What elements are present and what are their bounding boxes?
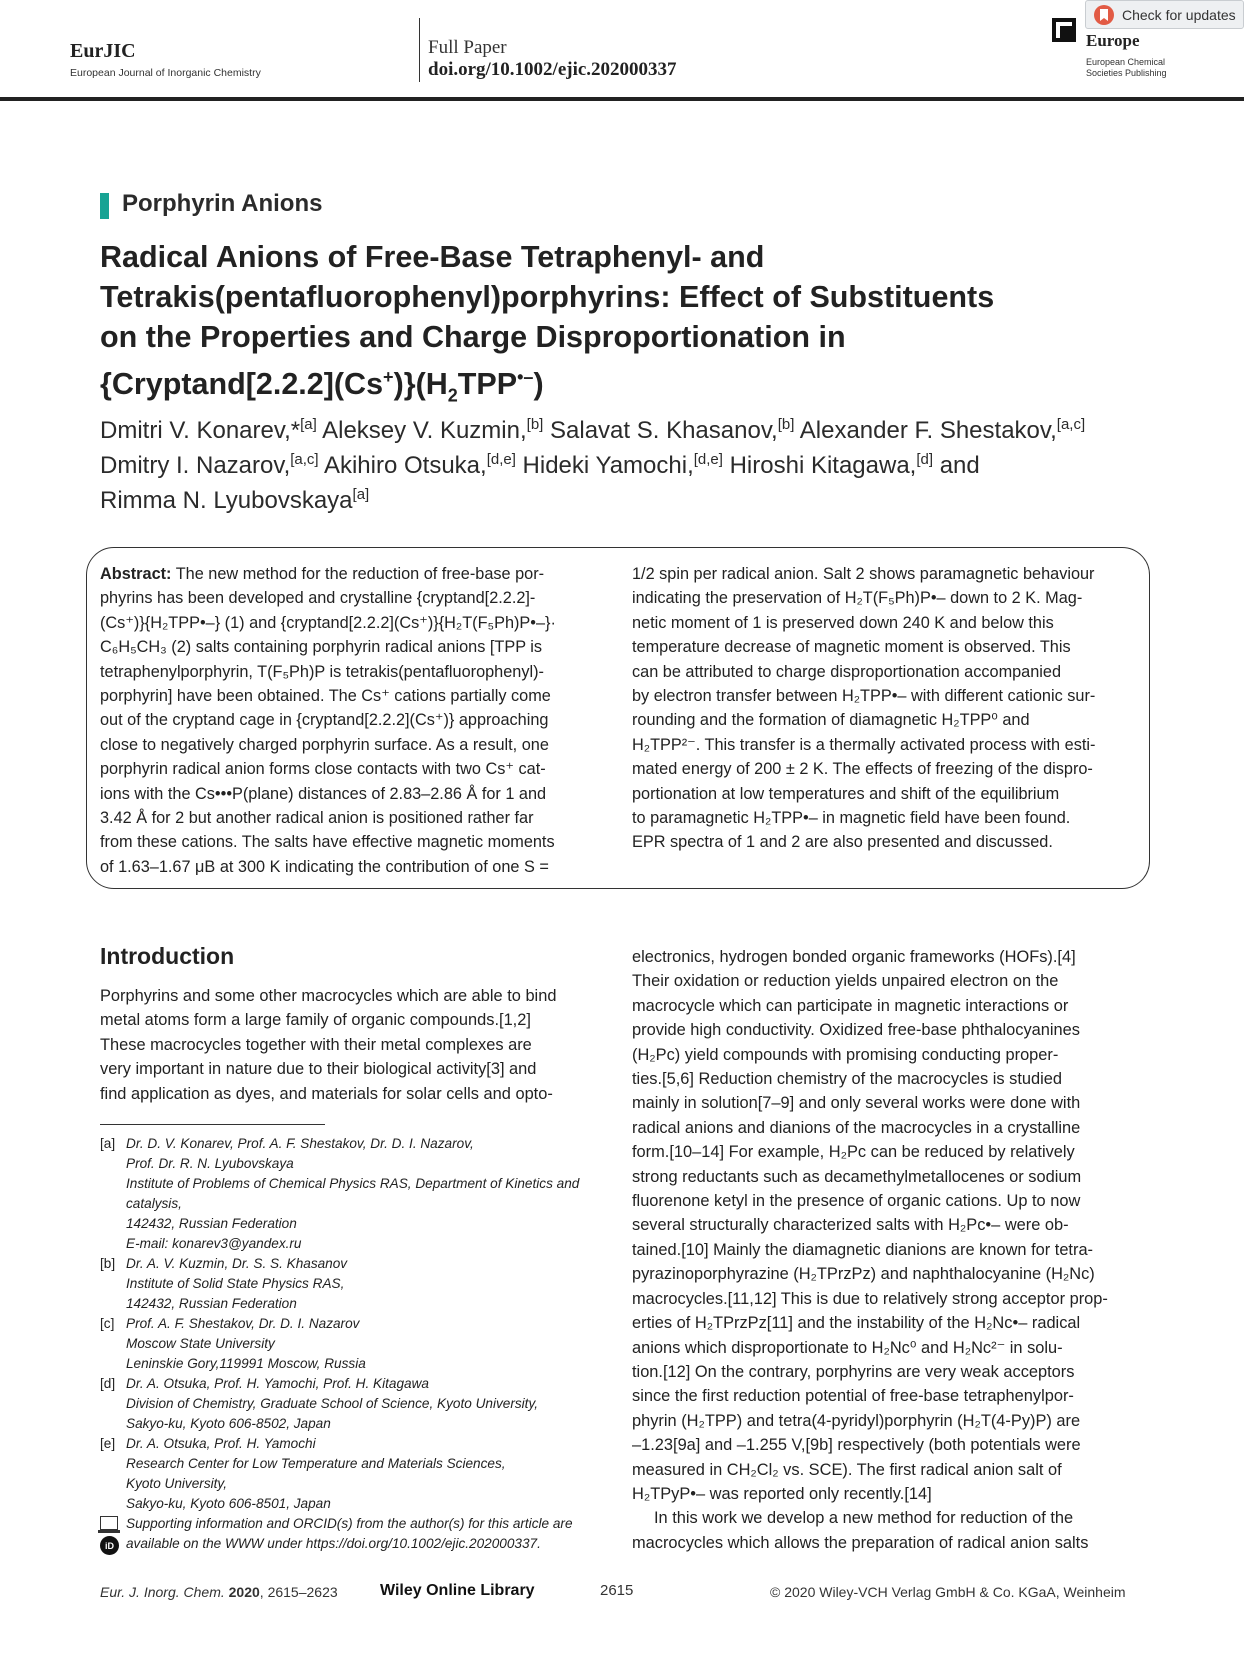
title-line: $\{Cryptand[2.2.2](Cs^+)\}(H_2TPP^{•-})$ — [100, 367, 544, 406]
journal-name: EurJIC — [70, 40, 136, 62]
abstract-label: Abstract: — [100, 565, 172, 583]
affiliation-tag: [a] — [100, 1136, 116, 1151]
body-line: metal atoms form a large family of organic compounds.[1,2] — [100, 1011, 531, 1030]
author[interactable]: Alexander F. Shestakov,[a,c] — [799, 416, 1086, 444]
abstract-line: C₆H₅CH₃ (2) salts containing porphyrin radical anions [TPP is — [100, 638, 543, 657]
publisher-logo-text: Europe — [1086, 31, 1140, 50]
check-for-updates-button[interactable] — [1085, 0, 1244, 29]
affiliation-line: Institute of Solid State Physics RAS, — [126, 1276, 345, 1291]
body-line: erties of H₂TPrzPz[11] and the instability of the H₂Nc•– radical — [632, 1314, 1081, 1333]
author[interactable]: Aleksey V. Kuzmin,[b] — [322, 416, 544, 444]
affiliation-line: Leninskie Gory,119991 Moscow, Russia — [126, 1356, 366, 1371]
affiliation-footnotes — [100, 1134, 610, 1555]
body-line: macrocycles which allows the preparation of radical anion salts — [632, 1533, 1089, 1552]
abstract-line: netic moment of 1 is preserved down 240 K and below this — [632, 613, 1054, 632]
body-line: since the first reduction potential of free-base tetraphenylpor- — [632, 1387, 1074, 1406]
publisher-subtitle-line: Societies Publishing — [1086, 68, 1167, 78]
body-line: tion.[12] On the contrary, porphyrins are very weak acceptors — [632, 1362, 1075, 1381]
introduction-heading: Introduction — [100, 943, 235, 969]
affiliation-line: Prof. A. F. Shestakov, Dr. D. I. Nazarov — [126, 1316, 360, 1331]
body-line: anions which disproportionate to H₂Nc⁰ and H₂Nc²⁻ in solu- — [632, 1338, 1063, 1357]
affiliation-line: catalysis, — [126, 1196, 182, 1211]
affiliation — [100, 1374, 610, 1434]
journal-full-name: European Journal of Inorganic Chemistry — [70, 67, 261, 79]
affiliation-line: Dr. A. V. Kuzmin, Dr. S. S. Khasanov — [126, 1256, 348, 1271]
abstract-line: portionation at low temperatures and shift of the equilibrium — [632, 784, 1060, 803]
body-line: provide high conductivity. Oxidized free-base phthalocyanines — [632, 1021, 1080, 1040]
abstract-line: H₂TPP²⁻. This transfer is a thermally activated process with esti- — [632, 735, 1096, 754]
section-label: Porphyrin Anions — [122, 190, 323, 217]
body-line: (H₂Pc) yield compounds with promising conducting proper- — [632, 1045, 1059, 1064]
abstract-line: 1/2 spin per radical anion. Salt 2 shows paramagnetic behaviour — [632, 565, 1095, 583]
email-link[interactable]: E-mail: konarev3@yandex.ru — [126, 1236, 302, 1251]
body-line: H₂TPyP•– was reported only recently.[14] — [632, 1484, 932, 1503]
publisher-subtitle-line: European Chemical — [1086, 57, 1166, 67]
abstract-line: 3.42 Å for 2 but another radical anion is positioned rather far — [100, 809, 534, 828]
body-line: fluorenone ketyl in the presence of organic cations. Up to now — [632, 1192, 1081, 1211]
section-accent-bar — [100, 193, 109, 219]
author-list — [100, 410, 1180, 515]
supporting-info-note — [100, 1514, 610, 1555]
footer-citation: Eur. J. Inorg. Chem. 2020, 2615–2623 — [100, 1584, 338, 1600]
body-line: Their oxidation or reduction yields unpaired electron on the — [632, 972, 1059, 991]
abstract-line: by electron transfer between H₂TPP•– with different cationic sur- — [632, 687, 1096, 706]
author[interactable]: Akihiro Otsuka,[d,e] — [323, 451, 516, 479]
introduction-right-column — [632, 945, 1138, 1555]
body-line: several structurally characterized salts with H₂Pc•– were ob- — [632, 1216, 1069, 1235]
body-line: macrocycles.[11,12] This is due to relatively strong acceptor prop- — [632, 1289, 1108, 1308]
paper-doi-link[interactable]: doi.org/10.1002/ejic.202000337 — [428, 59, 677, 80]
abstract-line: to paramagnetic H₂TPP•– in magnetic field have been found. — [632, 809, 1071, 828]
affiliation-line: Sakyo-ku, Kyoto 606-8501, Japan — [126, 1496, 331, 1511]
abstract-line: can be attributed to charge disproportionation accompanied — [632, 662, 1062, 681]
header-divider — [419, 18, 420, 82]
abstract-line: indicating the preservation of H₂T(F₅Ph)P•– down to 2 K. Mag- — [632, 589, 1083, 608]
publisher-logo-mark — [1060, 26, 1076, 42]
author[interactable]: Dmitry I. Nazarov,[a,c] — [100, 451, 319, 479]
affiliation-line: Kyoto University, — [126, 1476, 227, 1491]
body-line: measured in CH₂Cl₂ vs. SCE). The first radical anion salt of — [632, 1460, 1062, 1479]
title-line: on the Properties and Charge Disproportionation in — [100, 320, 846, 354]
affiliation — [100, 1254, 610, 1314]
author[interactable]: Dmitri V. Konarev,*[a] — [100, 416, 317, 444]
affiliation-line: Dr. A. Otsuka, Prof. H. Yamochi — [126, 1436, 316, 1451]
affiliation-line: Sakyo-ku, Kyoto 606-8502, Japan — [126, 1416, 331, 1431]
abstract-line: porphyrin] have been obtained. The Cs⁺ cations partially come — [100, 687, 551, 706]
body-line: These macrocycles together with their metal complexes are — [100, 1035, 532, 1054]
title-line: Tetrakis(pentafluorophenyl)porphyrins: Effect of Substituents — [100, 280, 995, 314]
affiliation — [100, 1314, 610, 1374]
affiliation-line: Prof. Dr. R. N. Lyubovskaya — [126, 1156, 294, 1171]
body-line: radical anions and dianions of the macrocycles in a crystalline — [632, 1118, 1081, 1137]
affiliation-line: Research Center for Low Temperature and Materials Sciences, — [126, 1456, 506, 1471]
copyright-notice: © 2020 Wiley-VCH Verlag GmbH & Co. KGaA, Weinheim — [770, 1584, 1126, 1600]
publisher-subtitle — [1086, 57, 1196, 79]
affiliation-tag: [c] — [100, 1316, 115, 1331]
author[interactable]: Hiroshi Kitagawa,[d] — [729, 451, 934, 479]
abstract-line: rounding and the formation of diamagnetic H₂TPP⁰ and — [632, 711, 1030, 730]
abstract-line: Abstract: The new method for the reduction of free-base por- — [100, 565, 545, 583]
abstract-line: EPR spectra of 1 and 2 are also presented and discussed. — [632, 833, 1053, 852]
affiliation-line: Division of Chemistry, Graduate School of Science, Kyoto University, — [126, 1396, 539, 1411]
orcid-icon: iD — [100, 1536, 119, 1555]
body-line: –1.23[9a] and –1.255 V,[9b] respectively (both potentials were — [632, 1436, 1081, 1455]
body-line: strong reductants such as decamethylmetallocenes or sodium — [632, 1167, 1082, 1186]
page-number: 2615 — [600, 1582, 634, 1599]
title-line: Radical Anions of Free-Base Tetraphenyl- and — [100, 240, 765, 274]
footnote-rule — [100, 1124, 325, 1125]
affiliation — [100, 1434, 610, 1514]
supporting-info-line: Supporting information and ORCID(s) from the author(s) for this article are — [126, 1516, 573, 1531]
bookmark-icon — [1094, 5, 1114, 25]
affiliation-tag: [d] — [100, 1376, 116, 1391]
author[interactable]: Salavat S. Khasanov,[b] — [550, 416, 795, 444]
supporting-info-link[interactable]: available on the WWW under https://doi.org/10.1002/ejic.202000337. — [126, 1536, 541, 1551]
affiliation-line: Moscow State University — [126, 1336, 275, 1351]
abstract-line: temperature decrease of magnetic moment is observed. This — [632, 638, 1071, 657]
laptop-icon — [100, 1516, 118, 1530]
affiliation-tag: [e] — [100, 1436, 116, 1451]
affiliation-tag: [b] — [100, 1256, 116, 1271]
affiliation-line: 142432, Russian Federation — [126, 1296, 297, 1311]
body-line: electronics, hydrogen bonded organic frameworks (HOFs).[4] — [632, 948, 1076, 966]
body-line: ties.[5,6] Reduction chemistry of the macrocycles is studied — [632, 1070, 1062, 1089]
body-line: phyrin (H₂TPP) and tetra(4-pyridyl)porphyrin (H₂T(4-Py)P) are — [632, 1411, 1081, 1430]
body-line: find application as dyes, and materials for solar cells and opto- — [100, 1084, 553, 1103]
abstract-line: mated energy of 200 ± 2 K. The effects of freezing of the dispro- — [632, 760, 1093, 779]
abstract-line: close to negatively charged porphyrin surface. As a result, one — [100, 735, 549, 754]
body-line: pyrazinoporphyrazine (H₂TPrzPz) and naphthalocyanine (H₂Nc) — [632, 1265, 1095, 1284]
wiley-online-library-link[interactable]: Wiley Online Library — [380, 1582, 535, 1599]
abstract-line: porphyrin radical anion forms close contacts with two Cs⁺ cat- — [100, 760, 546, 779]
body-line: In this work we develop a new method for reduction of the — [654, 1509, 1074, 1528]
abstract-line: of 1.63–1.67 μB at 300 K indicating the contribution of one S = — [100, 857, 549, 876]
abstract-line: tetraphenylporphyrin, T(F₅Ph)P is tetrakis(pentafluorophenyl)- — [100, 662, 544, 681]
affiliation-line: Institute of Problems of Chemical Physics RAS, Department of Kinetics and — [126, 1176, 580, 1191]
affiliation-line: Dr. D. V. Konarev, Prof. A. F. Shestakov, Dr. D. I. Nazarov, — [126, 1136, 474, 1151]
check-for-updates-label: Check for updates — [1122, 6, 1236, 23]
body-line: form.[10–14] For example, H₂Pc can be reduced by relatively — [632, 1143, 1075, 1162]
author[interactable]: Rimma N. Lyubovskaya[a] — [100, 486, 370, 514]
paper-type: Full Paper — [428, 37, 507, 58]
abstract-left-column — [100, 562, 606, 879]
abstract-line: (Cs⁺)}{H₂TPP•–} (1) and {cryptand[2.2.2](Cs⁺)}{H₂T(F₅Ph)P•–}· — [100, 613, 556, 632]
body-line: macrocycle which can participate in magnetic interactions or — [632, 996, 1069, 1015]
author-conjunction: and — [939, 452, 980, 479]
affiliation — [100, 1134, 610, 1254]
article-title — [100, 237, 1160, 415]
body-line: tained.[10] Mainly the diamagnetic dianions are known for tetra- — [632, 1240, 1094, 1259]
abstract-line: ions with the Cs•••P(plane) distances of 2.83–2.86 Å for 1 and — [100, 784, 547, 803]
affiliation-line: Dr. A. Otsuka, Prof. H. Yamochi, Prof. H. Kitagawa — [126, 1376, 429, 1391]
body-line: very important in nature due to their biological activity[3] and — [100, 1060, 537, 1079]
body-line: Porphyrins and some other macrocycles which are able to bind — [100, 987, 557, 1005]
author[interactable]: Hideki Yamochi,[d,e] — [522, 451, 723, 479]
abstract-line: phyrins has been developed and crystalline {cryptand[2.2.2]- — [100, 589, 536, 608]
affiliation-line: 142432, Russian Federation — [126, 1216, 297, 1231]
abstract-line: out of the cryptand cage in {cryptand[2.2.2](Cs⁺)} approaching — [100, 711, 549, 730]
body-line: mainly in solution[7–9] and only several works were done with — [632, 1094, 1081, 1113]
abstract-line: from these cations. The salts have effective magnetic moments — [100, 833, 555, 852]
abstract-right-column — [632, 562, 1138, 855]
introduction-left-column — [100, 984, 606, 1106]
header-rule — [0, 97, 1244, 101]
